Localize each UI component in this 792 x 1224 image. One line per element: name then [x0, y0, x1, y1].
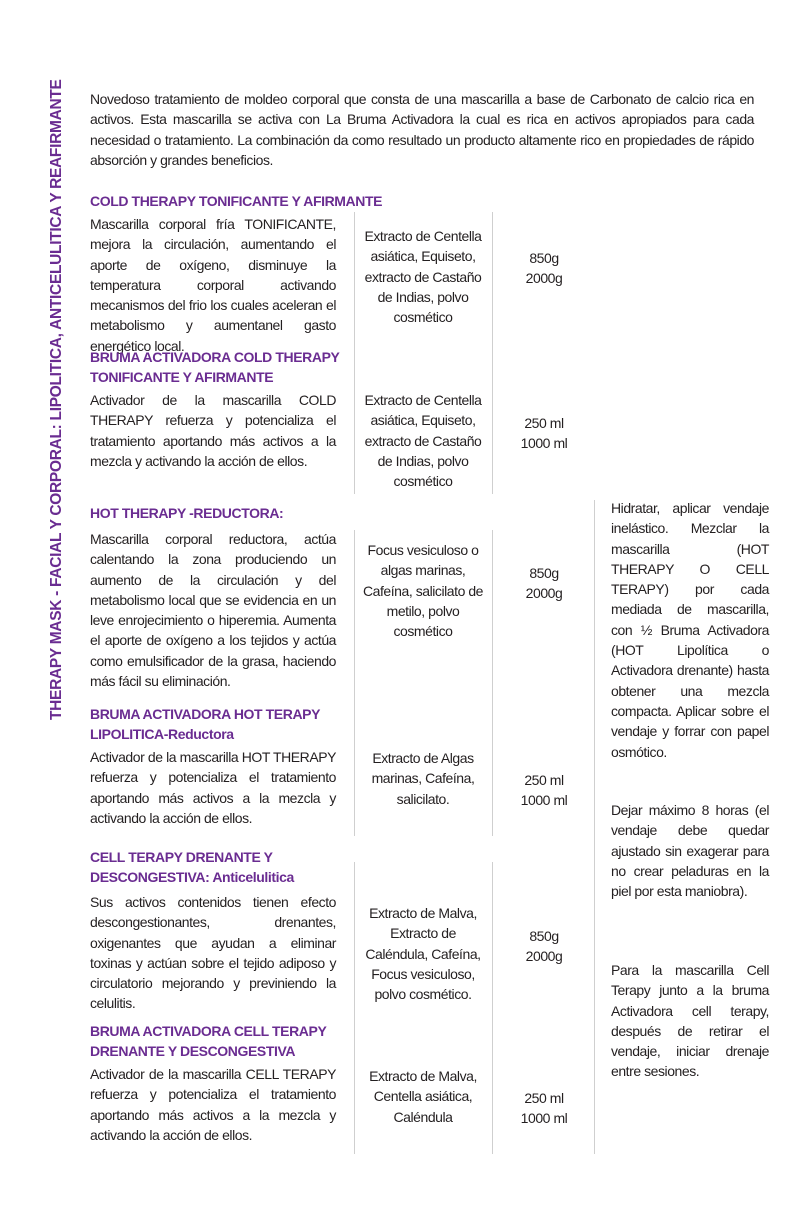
product-sizes	[500, 770, 588, 811]
product-ingredients: Extracto de Algas marinas, Cafeína, salicilato.	[371, 750, 475, 807]
size: 2000g	[525, 948, 563, 965]
size: 2000g	[525, 585, 563, 602]
product-description: Activador de la mascarilla HOT THERAPY refuerza y potencializa el tratamiento aportando más activos a la mezcla y activando la acción de ellos.	[90, 749, 336, 826]
product-title: BRUMA ACTIVADORA CELL TERAPY DRENANTE Y DESCONGESTIVA	[90, 1023, 327, 1059]
instructions-cell-terapy: Para la mascarilla Cell Terapy junto a la bruma Activadora cell terapy, después de retirar el vendaje, iniciar drenaje entre sesiones.	[611, 962, 769, 1080]
product-title: HOT THERAPY -REDUCTORA:	[90, 505, 284, 521]
size: 250 ml	[524, 1090, 564, 1106]
side-title: THERAPY MASK - FACIAL Y CORPORAL: LIPOLITICA, ANTICELULITICA Y REAFIRMANTE	[48, 79, 65, 720]
column-divider	[354, 862, 355, 1154]
size: 1000 ml	[520, 435, 568, 452]
product-description: Mascarilla corporal fría TONIFICANTE, mejora la circulación, aumentando el aporte de oxígeno, disminuye la temperatura corporal activando mecanismos del frio los cuales aceleran el metabolismo y aumentanel gasto energético local.	[90, 216, 336, 354]
column-divider	[354, 530, 355, 836]
size: 250 ml	[524, 772, 564, 788]
product-ingredients: Extracto de Centella asiática, Equiseto, extracto de Castaño de Indias, polvo cosmético	[364, 228, 482, 326]
column-divider	[594, 500, 595, 1154]
intro-paragraph: Novedoso tratamiento de moldeo corporal que consta de una mascarilla a base de Carbonato de calcio rica en activos. Esta mascarilla se activa con La Bruma Activadora la cual es rica en activos apropiados para cada necesidad o tratamiento. La combinación da como resultado un producto altamente rico en propiedades de rápido absorción y grandes beneficios.	[90, 91, 754, 168]
instructions-mixing: Hidratar, aplicar vendaje inelástico. Mezclar la mascarilla (HOT THERAPY O CELL TERAPY) por cada mediada de mascarilla, con ½ Bruma Activadora (HOT Lipolítica o Activadora drenante) hasta obtener una mezcla compacta. Aplicar sobre el vendaje y forrar con papel osmótico.	[611, 500, 769, 760]
product-description: Mascarilla corporal reductora, actúa calentando la zona produciendo un aumento de la circulación y del metabolismo local que se evidencia en un leve enrojecimiento o hiperemia. Aumenta el aporte de oxígeno a los tejidos y actúa como emulsificador de la grasa, haciendo más fácil su eliminación.	[90, 531, 336, 690]
instructions-duration: Dejar máximo 8 horas (el vendaje debe quedar ajustado sin exagerar para no crear peladuras en la piel por esta maniobra).	[611, 802, 769, 900]
product-title: BRUMA ACTIVADORA HOT TERAPY LIPOLITICA-Reductora	[90, 706, 320, 742]
size: 1000 ml	[520, 792, 568, 809]
column-divider	[354, 212, 355, 494]
product-ingredients: Extracto de Malva, Extracto de Caléndula, Cafeína, Focus vesiculoso, polvo cosmético.	[365, 905, 481, 1003]
product-description: Activador de la mascarilla COLD THERAPY refuerza y potencializa el tratamiento aportando más activos a la mezcla y activando la acción de ellos.	[90, 392, 336, 469]
product-ingredients: Focus vesiculoso o algas marinas, Cafeína, salicilato de metilo, polvo cosmético	[362, 542, 484, 640]
column-divider	[492, 530, 493, 836]
product-sizes	[500, 248, 588, 289]
size: 2000g	[525, 270, 563, 287]
product-ingredients: Extracto de Centella asiática, Equiseto, extracto de Castaño de Indias, polvo cosmético	[364, 392, 482, 490]
size: 250 ml	[524, 415, 564, 431]
product-title: COLD THERAPY TONIFICANTE Y AFIRMANTE	[90, 193, 383, 209]
product-description: Sus activos contenidos tienen efecto descongestionantes, drenantes, oxigenantes que ayudan a eliminar toxinas y actúan sobre el tejido adiposo y circulatorio mejorando y previniendo la celulitis.	[90, 894, 336, 1012]
column-divider	[492, 862, 493, 1154]
product-sizes	[500, 563, 588, 604]
size: 850g	[529, 928, 559, 944]
product-sizes	[500, 926, 588, 967]
product-description: Activador de la mascarilla CELL TERAPY refuerza y potencializa el tratamiento aportando más activos a la mezcla y activando la acción de ellos.	[90, 1066, 336, 1143]
product-sizes	[500, 413, 588, 454]
product-sizes	[500, 1088, 588, 1129]
size: 850g	[529, 565, 559, 581]
product-title: CELL TERAPY DRENANTE Y DESCONGESTIVA: Anticelulitica	[90, 849, 294, 885]
product-ingredients: Extracto de Malva, Centella asiática, Caléndula	[369, 1068, 477, 1125]
size: 850g	[529, 250, 559, 266]
product-title: BRUMA ACTIVADORA COLD THERAPY TONIFICANTE Y AFIRMANTE	[90, 349, 340, 385]
size: 1000 ml	[520, 1110, 568, 1127]
column-divider	[492, 212, 493, 494]
